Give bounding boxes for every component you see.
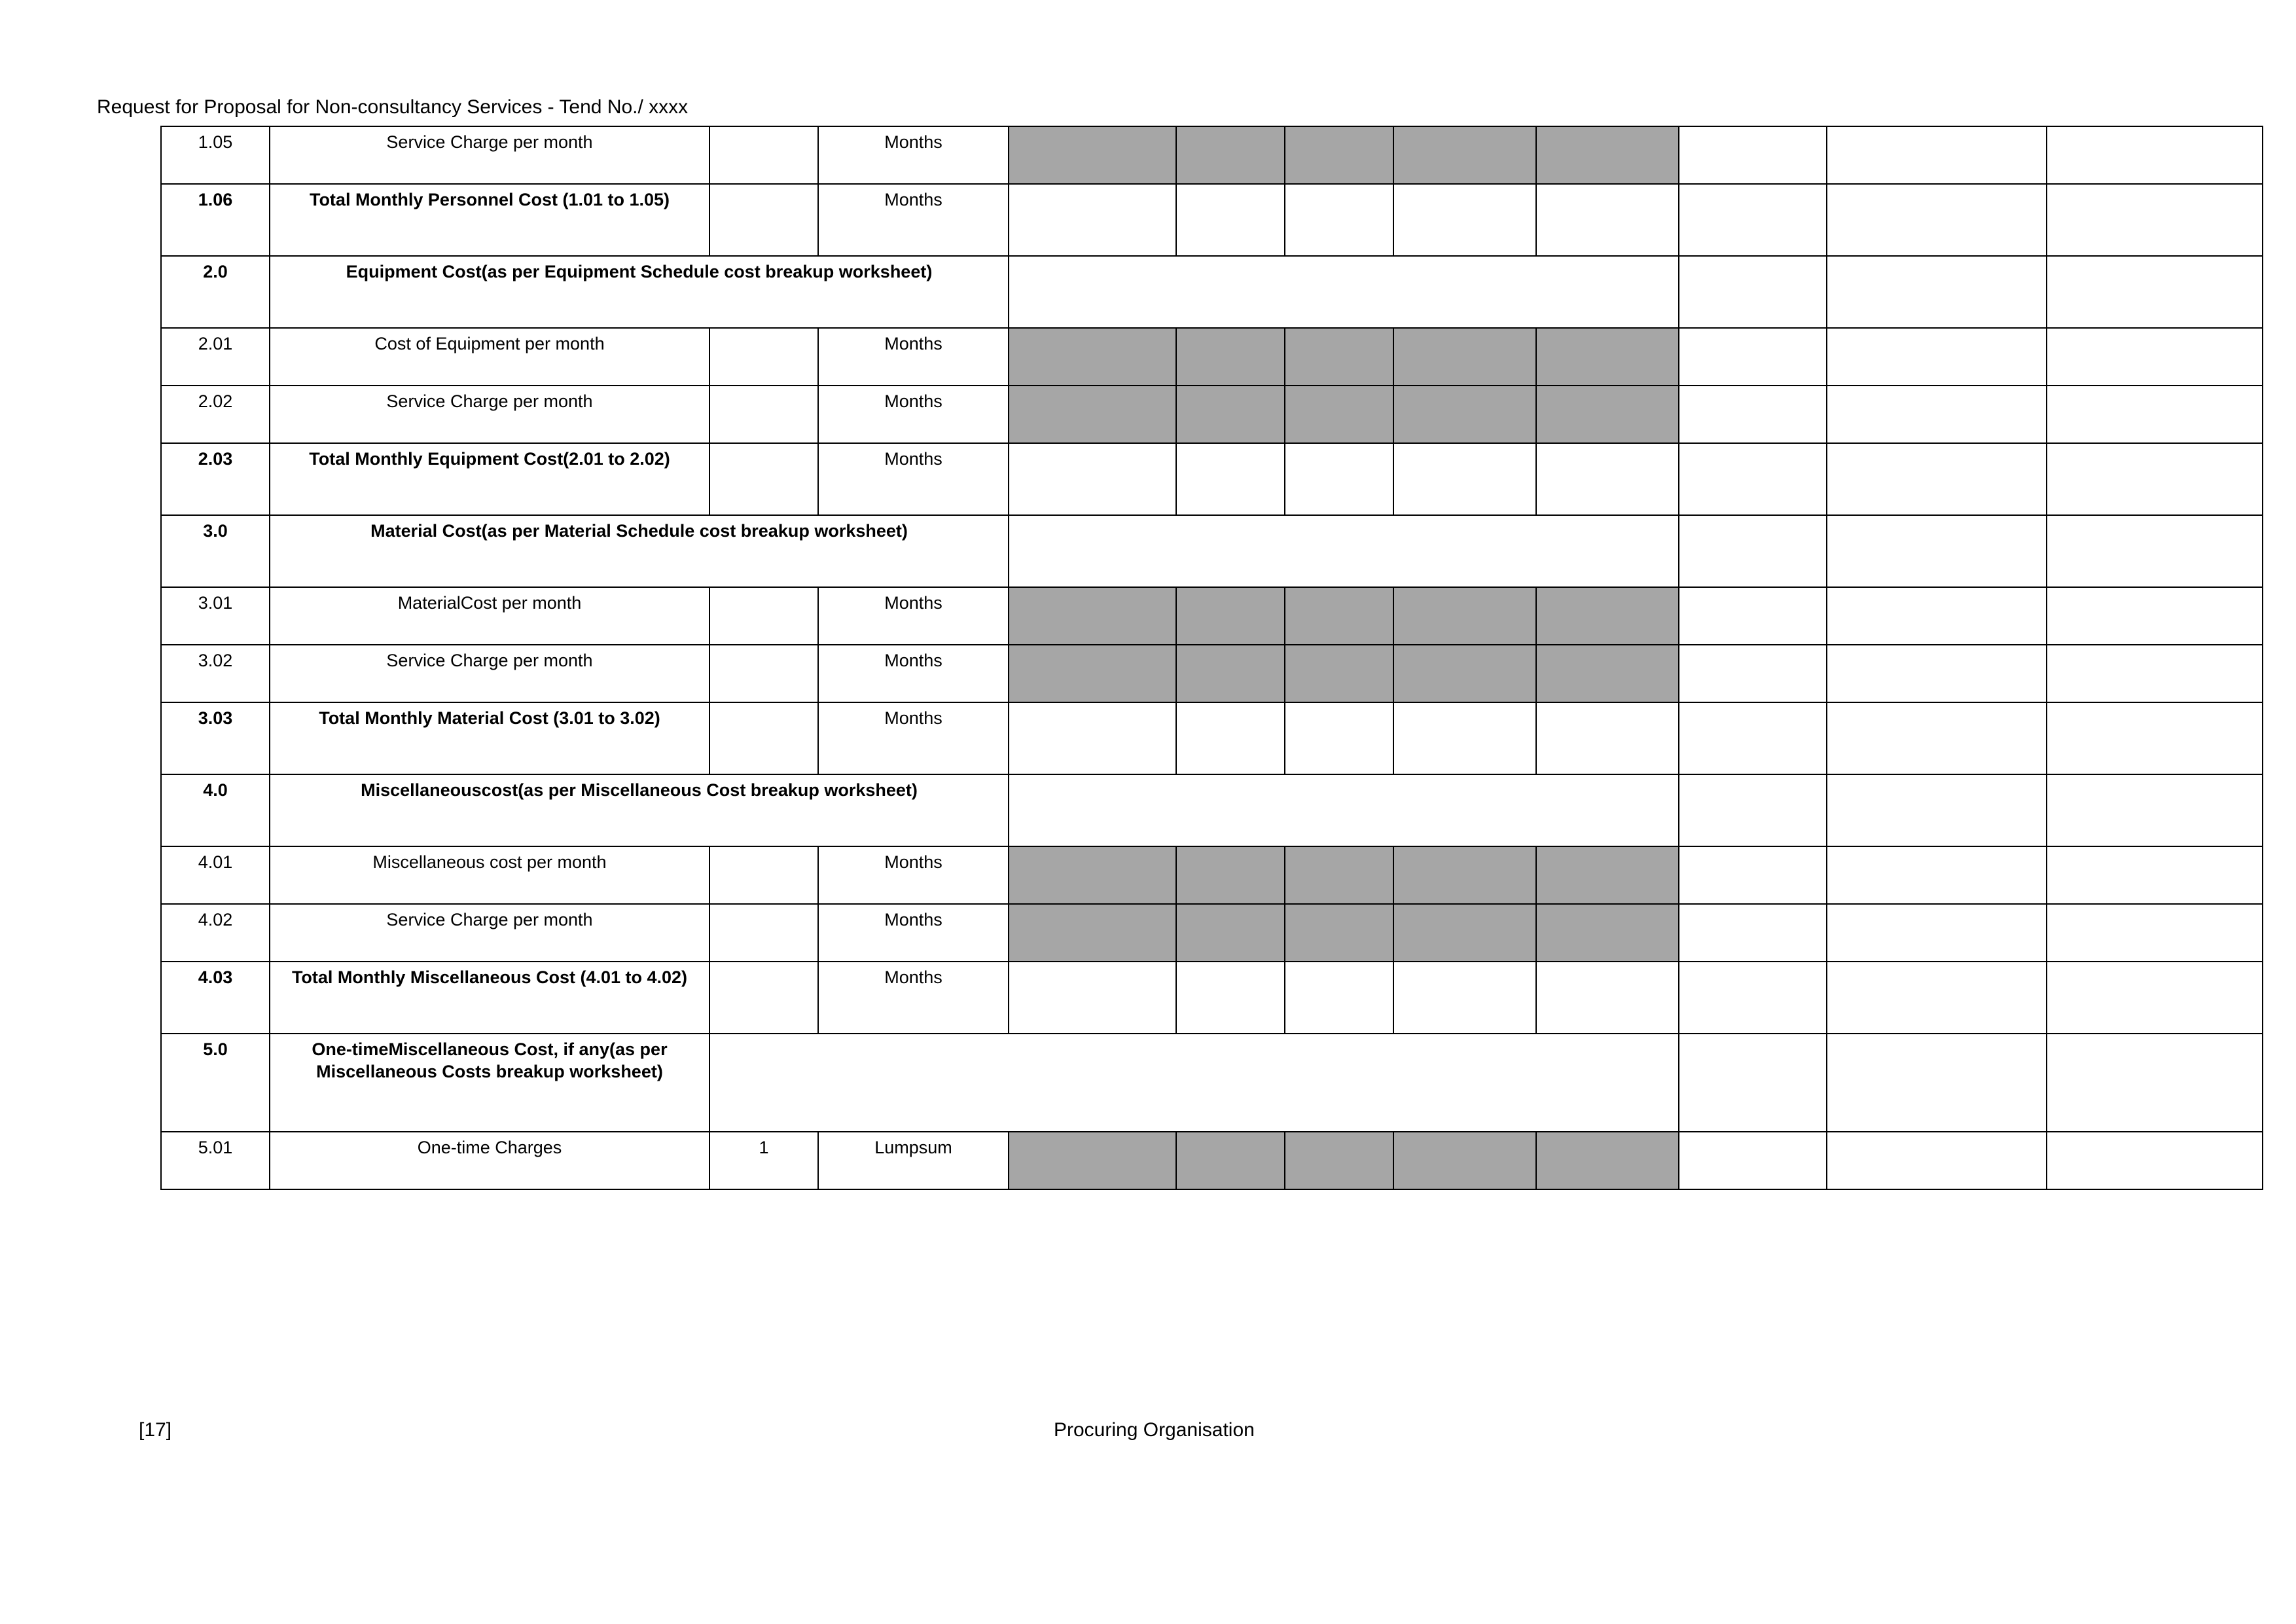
row-cell-blank: [1827, 1034, 2047, 1132]
row-cell-shaded: [1285, 1132, 1393, 1189]
row-description: Total Monthly Material Cost (3.01 to 3.02): [270, 702, 709, 774]
row-unit: Lumpsum: [818, 1132, 1009, 1189]
row-unit: Months: [818, 904, 1009, 962]
row-unit: Months: [818, 184, 1009, 256]
table-row: [161, 904, 2263, 962]
table-row-section: [161, 774, 2263, 846]
row-cell-shaded: [1176, 328, 1285, 386]
row-sl-number: 2.01: [161, 328, 270, 386]
row-quantity: [709, 328, 818, 386]
table-row: [161, 587, 2263, 645]
row-cell-shaded: [1536, 386, 1679, 443]
row-description: Service Charge per month: [270, 126, 709, 184]
row-cell-shaded: [1536, 645, 1679, 702]
table-row: [161, 962, 2263, 1034]
table-row-section: [161, 1034, 2263, 1132]
row-cell-shaded: [1536, 126, 1679, 184]
row-cell-shaded: [1009, 328, 1176, 386]
row-cell-blank: [1679, 386, 1827, 443]
row-unit: Months: [818, 328, 1009, 386]
row-cell-shaded: [1393, 1132, 1536, 1189]
row-description: Miscellaneous cost per month: [270, 846, 709, 904]
row-cell-blank: [1827, 256, 2047, 328]
row-cell-shaded: [1393, 645, 1536, 702]
row-cell-blank: [1679, 774, 1827, 846]
row-sl-number: 2.03: [161, 443, 270, 515]
row-quantity: [709, 184, 818, 256]
row-cell-blank: [1827, 645, 2047, 702]
row-quantity: 1: [709, 1132, 818, 1189]
row-description: Total Monthly Equipment Cost(2.01 to 2.02): [270, 443, 709, 515]
row-sl-number: 2.02: [161, 386, 270, 443]
table-row: [161, 702, 2263, 774]
row-cell-blank: [1536, 184, 1679, 256]
page-footer: [0, 1419, 2296, 1445]
row-quantity: [709, 126, 818, 184]
row-cell-shaded: [1536, 846, 1679, 904]
row-quantity: [709, 645, 818, 702]
table-row: [161, 184, 2263, 256]
table-row: [161, 645, 2263, 702]
row-cell-blank: [2047, 1034, 2263, 1132]
cost-breakup-table-container: [160, 126, 2163, 1190]
row-description: Material Cost(as per Material Schedule cost breakup worksheet): [270, 515, 1009, 587]
row-cell-shaded: [1393, 587, 1536, 645]
row-cell-blank: [1009, 184, 1176, 256]
row-cell-blank: [2047, 184, 2263, 256]
row-cell-blank: [1679, 962, 1827, 1034]
row-cell-blank: [1827, 1132, 2047, 1189]
row-cell-blank: [1679, 846, 1827, 904]
row-unit: Months: [818, 126, 1009, 184]
row-cell-blank: [2047, 256, 2263, 328]
row-description: Cost of Equipment per month: [270, 328, 709, 386]
row-sl-number: 3.0: [161, 515, 270, 587]
row-cell-shaded: [1009, 904, 1176, 962]
row-cell-blank: [1536, 443, 1679, 515]
row-cell-shaded: [1009, 126, 1176, 184]
row-cell-blank: [1009, 702, 1176, 774]
cost-breakup-table: [160, 126, 2263, 1190]
row-quantity: [709, 702, 818, 774]
row-cell-blank: [1176, 184, 1285, 256]
row-cell-blank: [2047, 962, 2263, 1034]
row-cell-shaded: [1176, 846, 1285, 904]
row-cell-blank: [2047, 645, 2263, 702]
row-cell-blank: [1176, 702, 1285, 774]
row-cell-blank: [1679, 1132, 1827, 1189]
row-unit: Months: [818, 443, 1009, 515]
row-cell-blank: [2047, 1132, 2263, 1189]
row-unit: Months: [818, 386, 1009, 443]
row-cell-blank: [1679, 256, 1827, 328]
row-sl-number: 1.06: [161, 184, 270, 256]
row-cell-shaded: [1285, 904, 1393, 962]
row-cell-shaded: [1009, 386, 1176, 443]
row-cell-shaded: [1285, 386, 1393, 443]
page-header: Request for Proposal for Non-consultancy Services - Tend No./ xxxx: [97, 96, 689, 118]
row-cell-blank: [1679, 1034, 1827, 1132]
row-cell-blank: [1009, 774, 1679, 846]
row-cell-blank: [1679, 645, 1827, 702]
row-cell-shaded: [1393, 126, 1536, 184]
row-cell-blank: [2047, 587, 2263, 645]
row-description: One-time Charges: [270, 1132, 709, 1189]
row-cell-blank: [1285, 184, 1393, 256]
row-cell-blank: [1536, 962, 1679, 1034]
table-row: [161, 443, 2263, 515]
row-cell-blank: [1009, 443, 1176, 515]
row-quantity: [709, 386, 818, 443]
row-quantity: [709, 443, 818, 515]
row-cell-shaded: [1176, 645, 1285, 702]
row-sl-number: 5.0: [161, 1034, 270, 1132]
row-cell-blank: [1393, 702, 1536, 774]
row-cell-blank: [1176, 443, 1285, 515]
row-cell-blank: [1827, 774, 2047, 846]
row-cell-shaded: [1536, 904, 1679, 962]
row-cell-shaded: [1176, 587, 1285, 645]
row-cell-blank: [1827, 587, 2047, 645]
row-cell-blank: [1679, 328, 1827, 386]
row-cell-blank: [1393, 443, 1536, 515]
row-quantity: [709, 587, 818, 645]
row-cell-shaded: [1393, 846, 1536, 904]
row-description: Total Monthly Miscellaneous Cost (4.01 to 4.02): [270, 962, 709, 1034]
row-cell-blank: [1009, 962, 1176, 1034]
row-cell-shaded: [1009, 846, 1176, 904]
row-cell-shaded: [1285, 846, 1393, 904]
row-cell-blank: [1827, 962, 2047, 1034]
row-cell-blank: [1679, 126, 1827, 184]
table-row: [161, 328, 2263, 386]
row-cell-shaded: [1176, 904, 1285, 962]
row-cell-shaded: [1009, 587, 1176, 645]
row-sl-number: 4.0: [161, 774, 270, 846]
row-cell-shaded: [1176, 126, 1285, 184]
row-cell-blank: [1827, 846, 2047, 904]
row-cell-blank: [1285, 702, 1393, 774]
row-cell-blank: [1827, 328, 2047, 386]
table-body: [161, 126, 2263, 1189]
row-cell-blank: [1679, 587, 1827, 645]
row-unit: Months: [818, 962, 1009, 1034]
table-row-section: [161, 515, 2263, 587]
table-row: [161, 846, 2263, 904]
row-cell-blank: [1679, 184, 1827, 256]
row-cell-shaded: [1176, 1132, 1285, 1189]
row-sl-number: 4.01: [161, 846, 270, 904]
row-description: Total Monthly Personnel Cost (1.01 to 1.05): [270, 184, 709, 256]
row-cell-blank: [2047, 328, 2263, 386]
row-cell-shaded: [1285, 587, 1393, 645]
row-unit: Months: [818, 645, 1009, 702]
row-sl-number: 3.01: [161, 587, 270, 645]
row-quantity: [709, 962, 818, 1034]
row-cell-shaded: [1176, 386, 1285, 443]
row-cell-shaded: [1285, 645, 1393, 702]
row-cell-blank: [2047, 846, 2263, 904]
row-cell-blank: [1176, 962, 1285, 1034]
row-cell-blank: [1009, 515, 1679, 587]
row-cell-blank: [1827, 515, 2047, 587]
row-description: Miscellaneouscost(as per Miscellaneous Cost breakup worksheet): [270, 774, 1009, 846]
row-cell-blank: [1679, 443, 1827, 515]
row-cell-shaded: [1393, 386, 1536, 443]
row-cell-blank: [1827, 126, 2047, 184]
page-number: [17]: [139, 1419, 172, 1441]
row-cell-blank: [2047, 702, 2263, 774]
row-cell-blank: [1393, 962, 1536, 1034]
row-cell-blank: [1827, 386, 2047, 443]
row-cell-shaded: [1009, 1132, 1176, 1189]
row-sl-number: 3.03: [161, 702, 270, 774]
row-description: Service Charge per month: [270, 645, 709, 702]
table-row: [161, 386, 2263, 443]
row-cell-shaded: [1536, 587, 1679, 645]
row-cell-blank: [709, 1034, 1679, 1132]
row-cell-shaded: [1536, 1132, 1679, 1189]
row-description: Service Charge per month: [270, 904, 709, 962]
row-cell-blank: [1536, 702, 1679, 774]
row-cell-blank: [2047, 386, 2263, 443]
row-cell-blank: [2047, 126, 2263, 184]
row-cell-blank: [1285, 962, 1393, 1034]
row-sl-number: 1.05: [161, 126, 270, 184]
row-unit: Months: [818, 587, 1009, 645]
row-cell-blank: [2047, 515, 2263, 587]
row-cell-shaded: [1285, 126, 1393, 184]
row-cell-blank: [1009, 256, 1679, 328]
row-sl-number: 4.02: [161, 904, 270, 962]
row-cell-blank: [1679, 702, 1827, 774]
row-sl-number: 4.03: [161, 962, 270, 1034]
row-cell-blank: [1679, 904, 1827, 962]
row-sl-number: 3.02: [161, 645, 270, 702]
row-description: MaterialCost per month: [270, 587, 709, 645]
row-unit: Months: [818, 702, 1009, 774]
table-row: [161, 126, 2263, 184]
row-description: Service Charge per month: [270, 386, 709, 443]
row-cell-blank: [1679, 515, 1827, 587]
row-cell-blank: [1827, 184, 2047, 256]
row-cell-blank: [1827, 443, 2047, 515]
row-description: One-timeMiscellaneous Cost, if any(as per Miscellaneous Costs breakup worksheet): [270, 1034, 709, 1132]
row-sl-number: 5.01: [161, 1132, 270, 1189]
row-unit: Months: [818, 846, 1009, 904]
row-cell-blank: [1393, 184, 1536, 256]
row-sl-number: 2.0: [161, 256, 270, 328]
row-cell-shaded: [1393, 904, 1536, 962]
row-quantity: [709, 846, 818, 904]
row-cell-shaded: [1536, 328, 1679, 386]
row-cell-shaded: [1009, 645, 1176, 702]
row-cell-shaded: [1285, 328, 1393, 386]
row-cell-blank: [2047, 443, 2263, 515]
row-cell-blank: [1827, 702, 2047, 774]
row-cell-blank: [1285, 443, 1393, 515]
row-cell-shaded: [1393, 328, 1536, 386]
row-cell-blank: [2047, 904, 2263, 962]
row-cell-blank: [1827, 904, 2047, 962]
table-row: [161, 1132, 2263, 1189]
table-row-section: [161, 256, 2263, 328]
row-quantity: [709, 904, 818, 962]
row-description: Equipment Cost(as per Equipment Schedule cost breakup worksheet): [270, 256, 1009, 328]
row-cell-blank: [2047, 774, 2263, 846]
footer-organisation: Procuring Organisation: [1054, 1419, 1255, 1441]
